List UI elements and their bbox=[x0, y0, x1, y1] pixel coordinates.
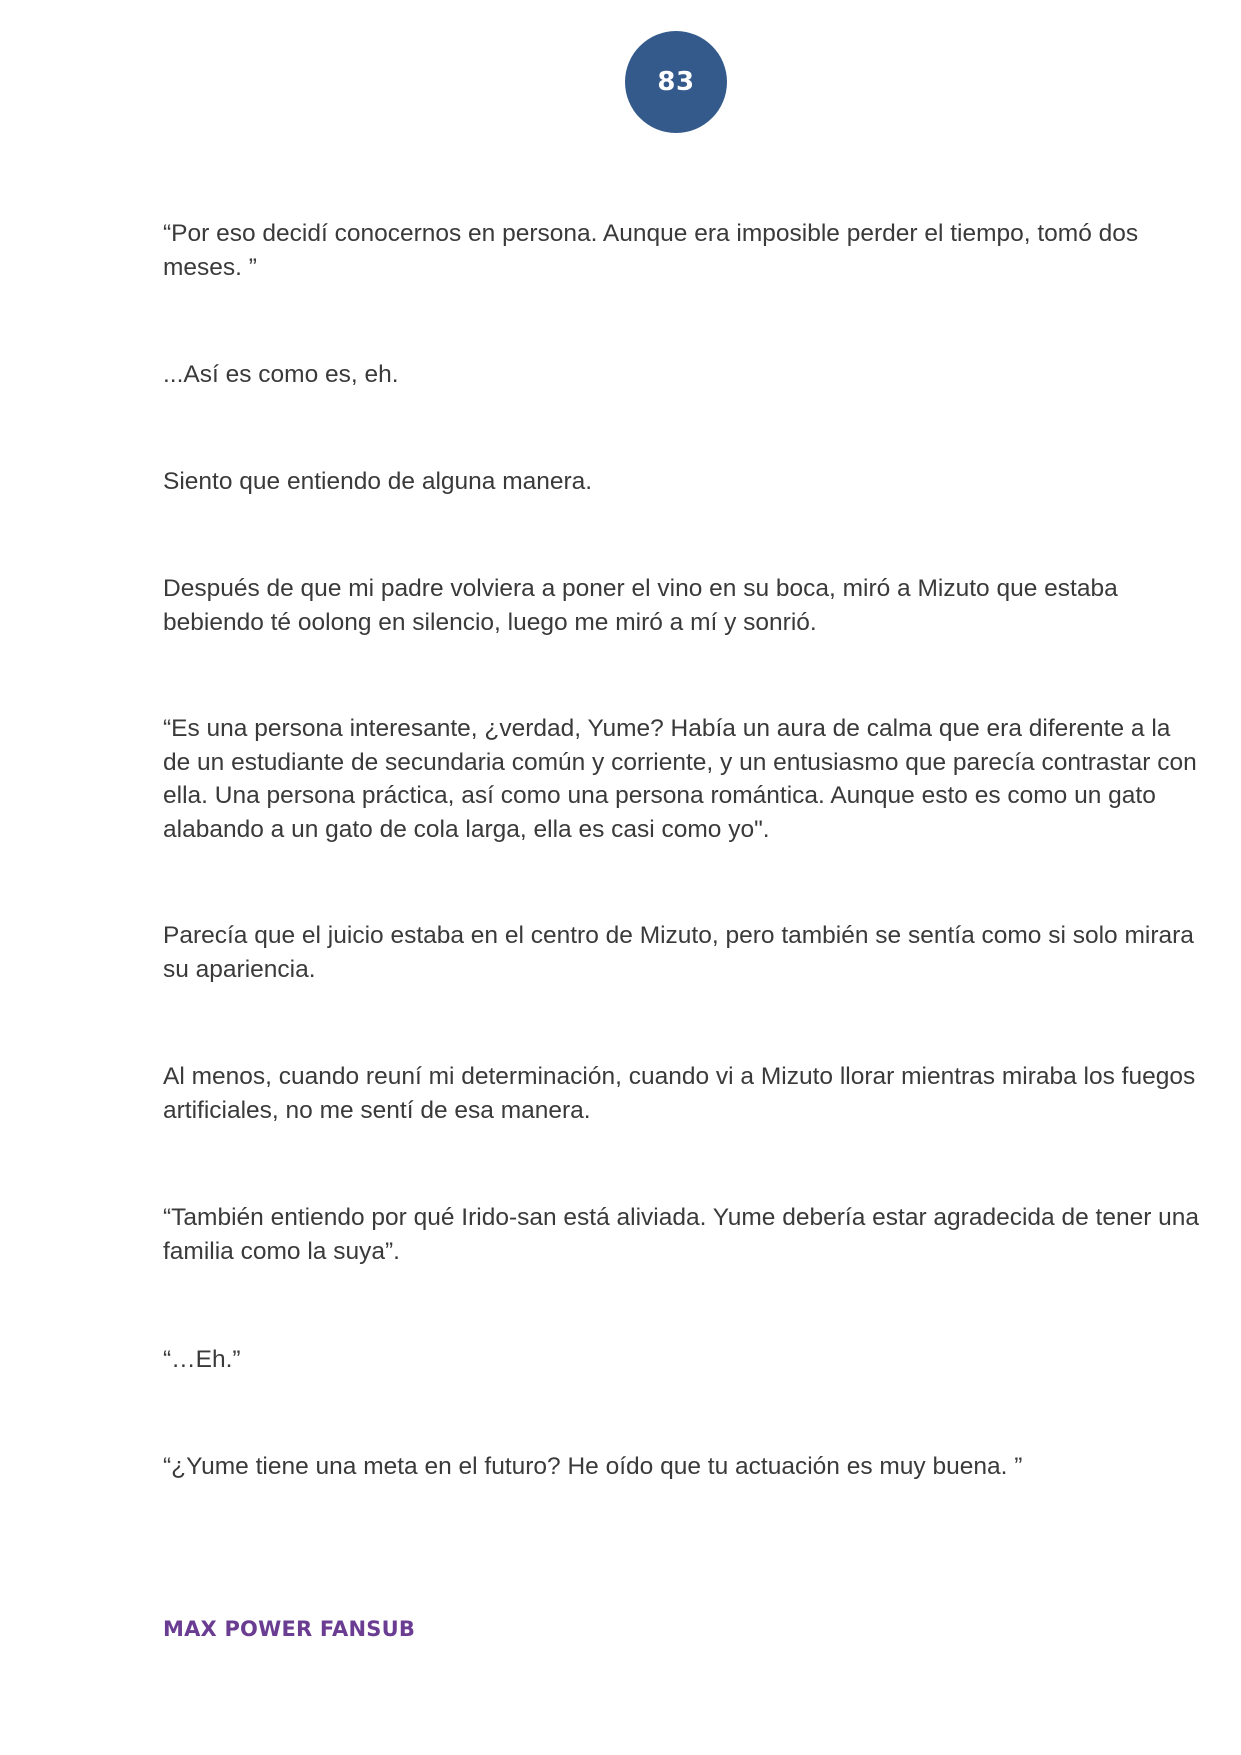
paragraph-7: Al menos, cuando reuní mi determinación, cuando vi a Mizuto llorar mientras miraba los fuegos artificiales, no me sentí de esa manera. bbox=[163, 1063, 1196, 1124]
paragraph-1: “Por eso decidí conocernos en persona. Aunque era imposible perder el tiempo, tomó dos meses. ” bbox=[163, 220, 1139, 281]
footer-brand: MAX POWER FANSUB bbox=[163, 1617, 416, 1641]
paragraph-6: Parecía que el juicio estaba en el centro de Mizuto, pero también se sentía como si solo mirara su apariencia. bbox=[163, 922, 1194, 983]
page-number-badge bbox=[625, 31, 727, 133]
paragraph-3: Siento que entiendo de alguna manera. bbox=[163, 468, 593, 495]
paragraph-4: Después de que mi padre volviera a poner el vino en su boca, miró a Mizuto que estaba bebiendo té oolong en silencio, luego me miró a mí y sonrió. bbox=[163, 575, 1118, 636]
paragraph-2: ...Así es como es, eh. bbox=[163, 361, 399, 388]
paragraph-10: “¿Yume tiene una meta en el futuro? He oído que tu actuación es muy buena. ” bbox=[163, 1453, 1023, 1480]
page-number: 83 bbox=[657, 67, 695, 97]
paragraph-9: “…Eh.” bbox=[163, 1346, 241, 1373]
paragraph-8: “También entiendo por qué Irido-san está aliviada. Yume debería estar agradecida de tener una familia como la suya”. bbox=[163, 1204, 1200, 1265]
paragraph-5: “Es una persona interesante, ¿verdad, Yume? Había un aura de calma que era diferente a la de un estudiante de secundaria común y corriente, y un entusiasmo que parecía contrastar con ella. Una persona práctica, así como una persona romántica. Aunque esto es como un gato alabando a un gato de cola larga, ella es casi como yo". bbox=[163, 715, 1197, 843]
